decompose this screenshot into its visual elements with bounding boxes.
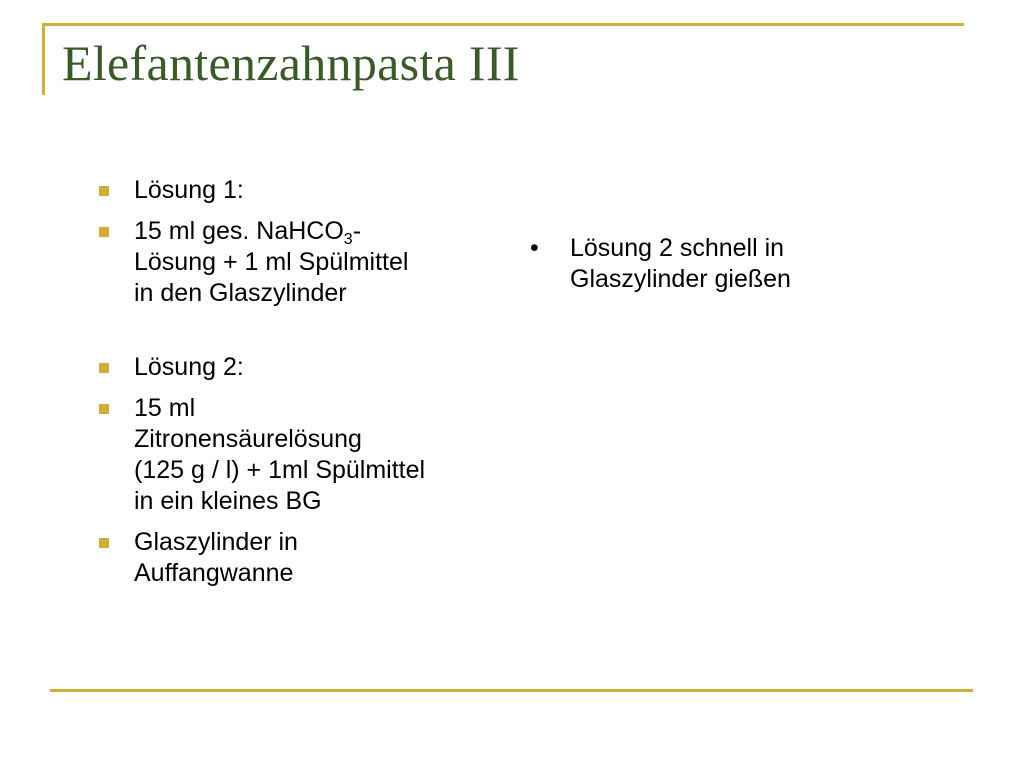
list-item [96, 393, 516, 517]
item-text-line4: in ein kleines BG [134, 487, 322, 515]
bullet-list-right [530, 233, 950, 295]
item-text-line3: (125 g / l) + 1ml Spülmittel [134, 456, 426, 484]
list-item [96, 352, 516, 383]
item-text-line2: Auffangwanne [134, 559, 294, 587]
list-item [96, 527, 516, 589]
square-bullet-icon [99, 186, 109, 196]
item-text-line3: in den Glaszylinder [134, 279, 347, 307]
item-text-line1: 15 ml [134, 394, 196, 422]
round-bullet-icon: • [530, 234, 539, 262]
left-column [96, 175, 516, 589]
item-text: Lösung 1: [134, 176, 244, 204]
list-item [96, 175, 516, 206]
item-text: Lösung 2: [134, 353, 244, 381]
square-bullet-icon [99, 538, 109, 548]
left-rule [42, 23, 45, 95]
square-bullet-icon [99, 404, 109, 414]
item-text-line1: Lösung 2 schnell in [570, 234, 785, 262]
square-bullet-icon [99, 227, 109, 237]
subscript: 3 [343, 231, 353, 248]
square-bullet-icon [99, 363, 109, 373]
top-rule [42, 23, 964, 26]
right-column [530, 233, 950, 295]
item-text-line2: Glaszylinder gießen [570, 265, 791, 293]
slide-title: Elefantenzahnpasta III [62, 35, 520, 91]
item-text-line1: Glaszylinder in [134, 528, 298, 556]
item-text-line1: 15 ml ges. NaHCO$_3$- [134, 217, 362, 248]
item-text-line2: Lösung + 1 ml Spülmittel [134, 248, 409, 276]
list-item [96, 216, 516, 309]
item-text-line2: Zitronensäurelösung [134, 425, 362, 453]
list-item [530, 233, 950, 295]
bullet-list-left [96, 175, 516, 589]
bottom-rule [50, 689, 973, 692]
